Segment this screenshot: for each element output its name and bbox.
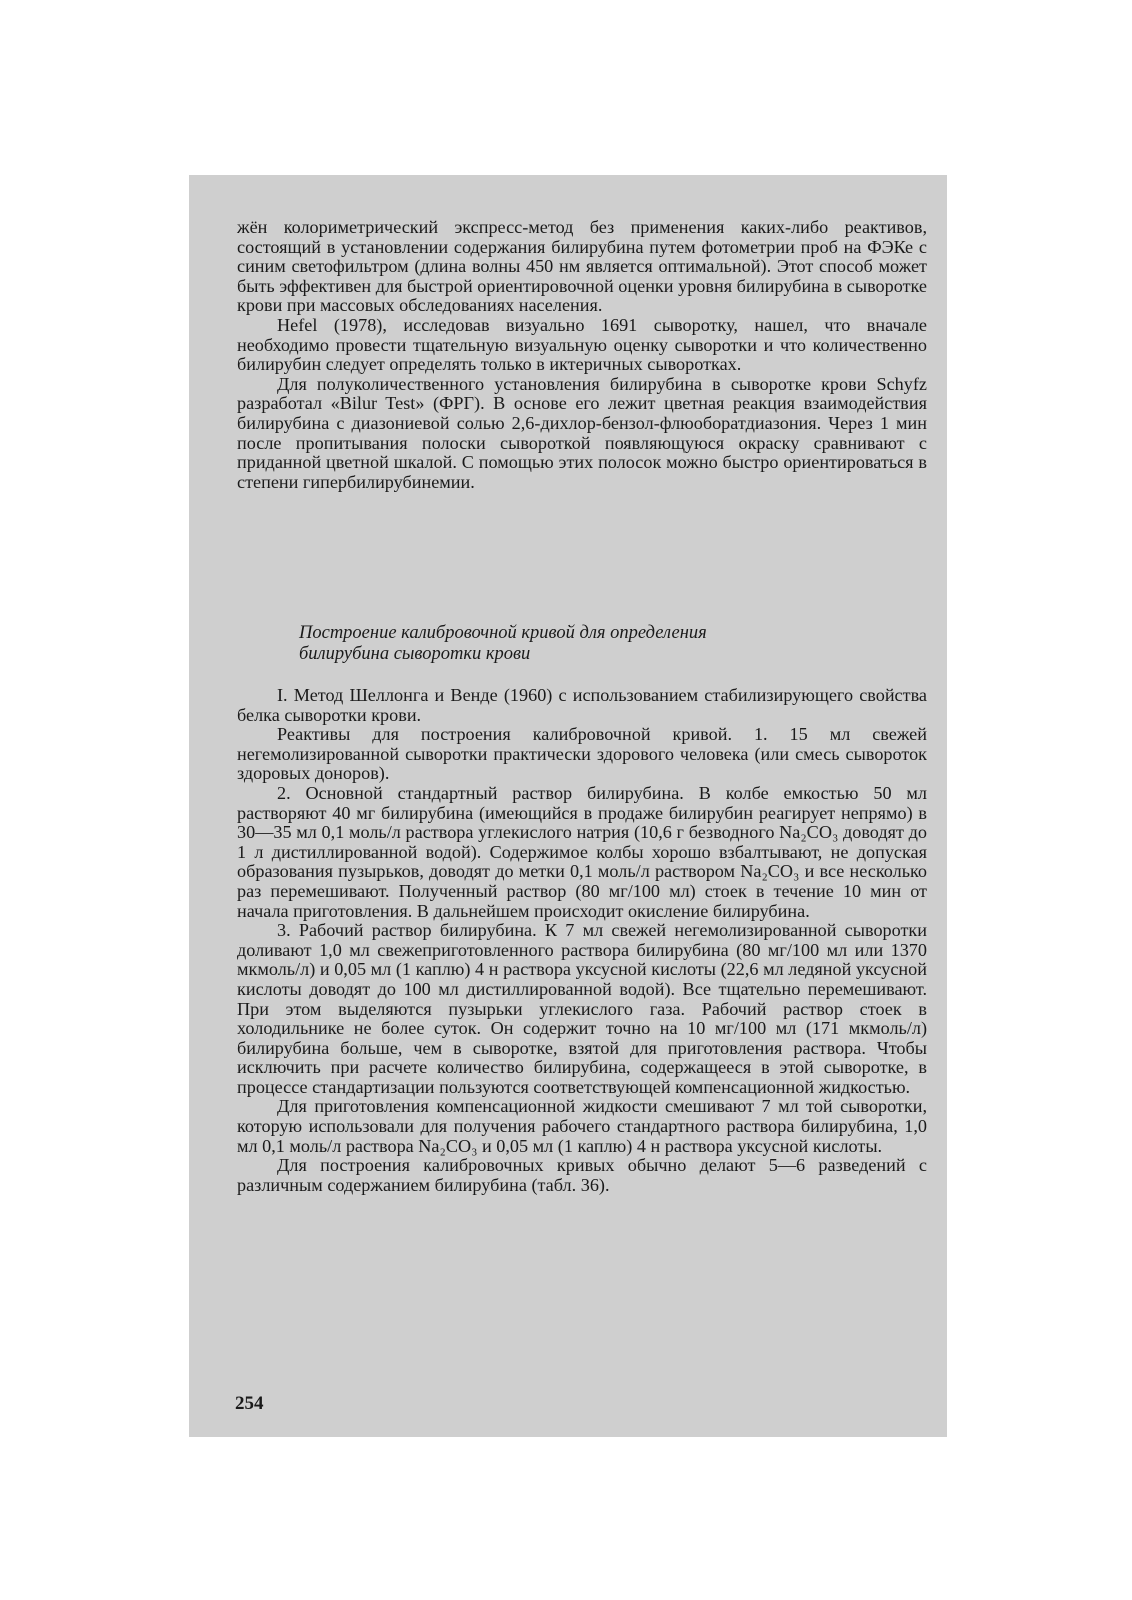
section-heading	[299, 623, 859, 665]
page-number: 254	[235, 1393, 264, 1414]
paragraph: Для построения калибровочных кривых обычно делают 5—6 разведений с различным содержанием билирубина (табл. 36).	[237, 1155, 927, 1195]
section-heading-line: билирубина сыворотки крови	[299, 644, 531, 664]
paragraph: жён колориметрический экспресс-метод без применения каких-либо реактивов, состоящий в установлении содержания билирубина путем фотометрии проб на ФЭКе с синим светофильтром (длина волны 450 нм является оптимальной). Этот способ может быть эффективен для быстрой ориентировочной оценки уровня билирубина в сыворотке крови при массовых обследованиях населения.	[237, 217, 927, 316]
scanned-page	[189, 175, 947, 1437]
section-heading-line: Построение калибровочной кривой для определения	[299, 623, 707, 643]
paragraph: Hefel (1978), исследовав визуально 1691 сыворотку, нашел, что вначале необходимо провести тщательную визуальную оценку сыворотки и что количественно билирубин следует определять только в иктеричных сыворотках.	[237, 314, 927, 375]
paragraph: Реактивы для построения калибровочной кривой. 1. 15 мл свежей негемолизированной сыворотки практически здорового человека (или смесь сывороток здоровых доноров).	[237, 724, 927, 784]
body-text-bottom	[237, 686, 927, 1195]
paragraph: 2. Основной стандартный раствор билирубина. В колбе емкостью 50 мл растворяют 40 мг билирубина (имеющийся в продаже билирубин реагирует непрямо) в 30—35 мл 0,1 моль/л раствора углекислого натрия (10,6 г безводного Na₂CO₃ доводят до 1 л дистиллированной водой). Содержимое колбы хорошо взбалтывают, не допуская образования пузырьков, доводят до метки 0,1 моль/л раствором Na₂CO₃ и все несколько раз перемешивают. Полученный раствор (80 мг/100 мл) стоек в течение 10 мин от начала приготовления. В дальнейшем происходит окисление билирубина.	[237, 782, 927, 921]
body-text-top	[237, 218, 927, 492]
paragraph: Для приготовления компенсационной жидкости смешивают 7 мл той сыворотки, которую использовали для получения рабочего стандартного раствора билирубина, 1,0 мл 0,1 моль/л раствора Na₂CO₃ и 0,05 мл (1 каплю) 4 н раствора уксусной кислоты.	[237, 1096, 927, 1156]
paragraph: 3. Рабочий раствор билирубина. К 7 мл свежей негемолизированной сыворотки доливают 1,0 мл свежеприготовленного раствора билирубина (80 мг/100 мл или 1370 мкмоль/л) и 0,05 мл (1 каплю) 4 н раствора уксусной кислоты (22,6 мл ледяной уксусной кислоты доводят до 100 мл дистиллированной водой). Все тщательно перемешивают. При этом выделяются пузырьки углекислого газа. Рабочий раствор стоек в холодильнике не более суток. Он содержит точно на 10 мг/100 мл (171 мкмоль/л) билирубина больше, чем в сыворотке, взятой для приготовления раствора. Чтобы исключить при расчете количество билирубина, содержащееся в этой сыворотке, в процессе стандартизации пользуются соответствующей компенсационной жидкостью.	[237, 920, 927, 1097]
paragraph: I. Метод Шеллонга и Венде (1960) с использованием стабилизирующего свойства белка сыворотки крови.	[237, 685, 927, 725]
paragraph: Для полуколичественного установления билирубина в сыворотке крови Schyfz разработал «Bilur Test» (ФРГ). В основе его лежит цветная реакция взаимодействия билирубина с диазониевой солью 2,6-дихлор-бензол-флюоборатдиазония. Через 1 мин после пропитывания полоски сывороткой появляющуюся окраску сравнивают с приданной цветной шкалой. С помощью этих полосок можно быстро ориентироваться в степени гипербилирубинемии.	[237, 373, 927, 492]
